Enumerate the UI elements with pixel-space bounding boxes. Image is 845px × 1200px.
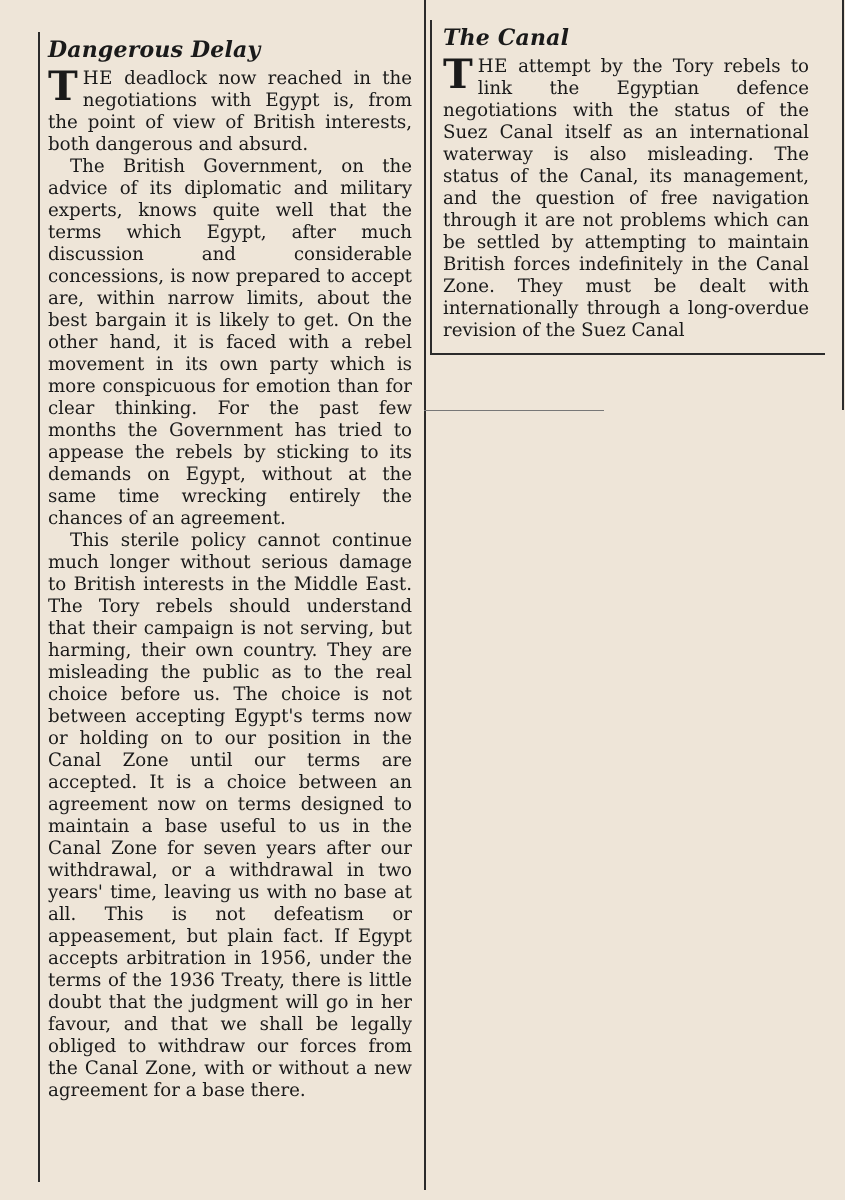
mid-horizontal-rule [424, 410, 604, 411]
center-column-rule [424, 0, 426, 1190]
left-column-rule [38, 32, 40, 1182]
article-paragraph [48, 63, 412, 156]
article-the-canal [443, 24, 809, 342]
article-paragraph [443, 51, 809, 342]
right-box-left-rule [430, 20, 432, 355]
first-word-rest: HE [82, 68, 113, 89]
article-paragraph: The British Government, on the advice of its diplomatic and military experts, knows quite well that the terms which Egypt, after much discussion and considerable concessions, is now prepared to accept are, within narrow limits, about the best bargain it is likely to get. On the other hand, it is faced with a rebel movement in its own party which is more conspicuous for emotion than for clear thinking. For the past few months the Government has tried to appease the rebels by sticking to its demands on Egypt, without at the same time wrecking entirely the chances of an agreement. [48, 156, 412, 529]
right-box-right-rule [842, 0, 844, 410]
paragraph-text: attempt by the Tory rebels to link the Egyptian defence negotiations with the status of the Suez Canal itself as an international waterway is also misleading. The status of the Canal, its management, and the question of free navigation through it are not problems which can be settled by attempting to maintain British forces indefinitely in the Canal Zone. They must be dealt with internationally through a long-overdue revision of the Suez Canal [443, 56, 809, 341]
article-headline: Dangerous Delay [48, 37, 261, 63]
drop-cap: T [48, 63, 78, 110]
article-dangerous-delay [48, 36, 412, 1102]
first-word-rest: HE [477, 56, 508, 77]
article-paragraph: This sterile policy cannot continue much longer without serious damage to British interests in the Middle East. The Tory rebels should understand that their campaign is not serving, but harming, their own country. They are misleading the public as to the real choice before us. The choice is not between accepting Egypt's terms now or holding on to our position in the Canal Zone until our terms are accepted. It is a choice between an agreement now on terms designed to maintain a base useful to us in the Canal Zone for seven years after our withdrawal, or a withdrawal in two years' time, leaving us with no base at all. This is not defeatism or appeasement, but plain fact. If Egypt accepts arbitration in 1956, under the terms of the 1936 Treaty, there is little doubt that the judgment will go in her favour, and that we shall be legally obliged to withdraw our forces from the Canal Zone, with or without a new agreement for a base there. [48, 530, 412, 1101]
right-box-bottom-rule [430, 353, 825, 355]
paragraph-text: deadlock now reached in the negotiations with Egypt is, from the point of view of British interests, both dangerous and absurd. [48, 68, 412, 155]
drop-cap: T [443, 51, 473, 98]
article-headline: The Canal [443, 25, 570, 51]
